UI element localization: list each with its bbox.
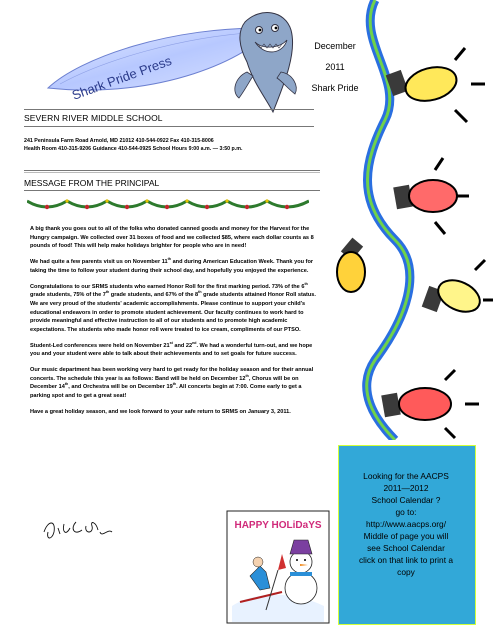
principal-signature xyxy=(38,510,118,550)
divider xyxy=(24,170,320,171)
holly-garland-icon xyxy=(27,195,309,215)
shark-mascot-icon xyxy=(225,2,305,120)
happy-holidays-card xyxy=(226,510,330,624)
banner-title: Shark Pride Press xyxy=(69,52,174,103)
school-info-line1: 241 Peninsula Farm Road Arnold, MD 21012 410-544-0922 Fax 410-315-8006 xyxy=(24,138,214,144)
message-paragraph: We had quite a few parents visit us on November 11th and during American Education Week. Thank you for taking the time to follow your student during their school day, and hopefully you enjoyed the experience. xyxy=(30,257,314,274)
christmas-lights-icon xyxy=(335,0,495,440)
aacps-link[interactable]: http://www.aacps.org/ xyxy=(365,519,447,529)
divider xyxy=(24,172,320,173)
card-greeting: HAPPY HOLiDaYS xyxy=(234,520,322,531)
divider xyxy=(24,126,314,127)
message-paragraph: Congratulations to our SRMS students who earned Honor Roll for the first marking period. 73% of the 6th grade students, 75% of the 7th grade students, and 67% of the 8th grade students attained Honor Roll status. We are very proud of the students' academic accomplishments. Please continue to support your child's educational endeavors in order to promote student achievement. Our faculty continues to work hard to provide meaningful and effective instruction to all of our students and to promote high academic expectations. The students who made honor roll were treated to ice cream, compliments of our PTSO. xyxy=(30,281,316,333)
issue-year: 2011 xyxy=(325,62,345,72)
divider xyxy=(24,109,314,110)
issue-tag: Shark Pride xyxy=(311,83,359,93)
school-info-line2: Health Room 410-315-9206 Guidance 410-544-0925 School Hours 9:00 a.m. — 3:50 p.m. xyxy=(24,146,243,152)
issue-month: December xyxy=(314,41,356,51)
divider xyxy=(24,190,320,191)
section-title: MESSAGE FROM THE PRINCIPAL xyxy=(24,178,160,188)
principal-message xyxy=(30,225,318,424)
message-paragraph: Student-Led conferences were held on November 21st and 22nd. We had a wonderful turn-out, and we hope you and your student were able to talk about their achievements and to set goals for future success. xyxy=(30,340,313,358)
calendar-info-text: Looking for the AACPS 2011—2012 School Calendar ? go to: http://www.aacps.org/ Middle of page you will see School Calendar click on that link to print a copy xyxy=(342,470,470,578)
message-paragraph: A big thank you goes out to all of the folks who donated canned goods and money for the Harvest for the Hungry campaign. We collected over 31 boxes of food and we collected $85, where each dollar counts as 8 pounds of food! This will help make holidays brighter for people who are in need! xyxy=(30,226,314,250)
message-paragraph: Have a great holiday season, and we look forward to your safe return to SRMS on January 3, 2011. xyxy=(30,409,291,416)
message-paragraph: Our music department has been working very hard to get ready for the holiday season and for their annual concerts. The schedule this year is as follows: Band will be held on December 12th, Chorus will be on December 14th, and Orchestra will be on December 19th. All concerts begin at 7:00. Come early to get a parking spot and to get a great seat! xyxy=(30,367,314,400)
school-name: SEVERN RIVER MIDDLE SCHOOL xyxy=(24,113,163,123)
